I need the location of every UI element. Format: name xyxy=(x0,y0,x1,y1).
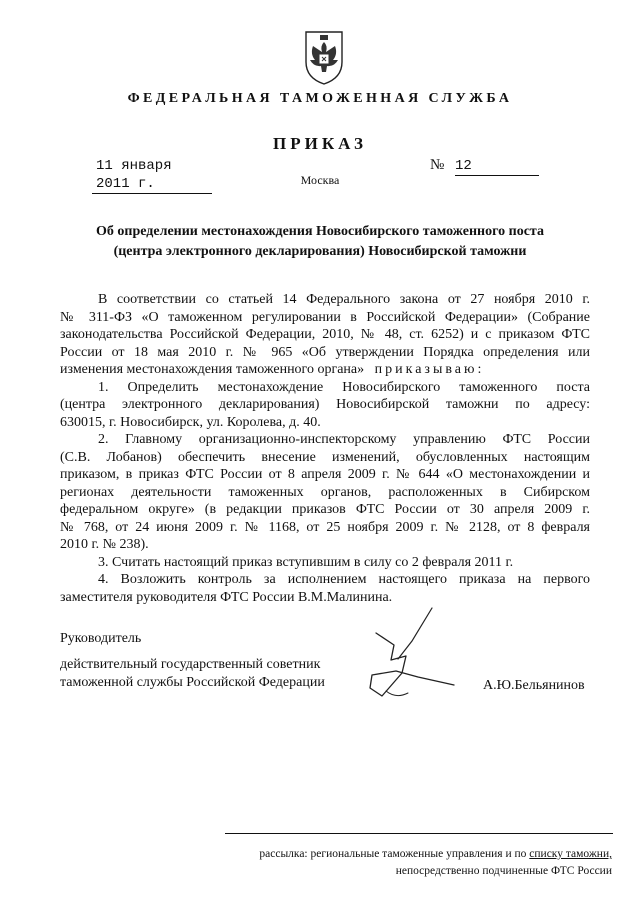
item-2-line: № 768, от 24 июня 2009 г. № 1168, от 25 ноября 2009 г. № 2128, от 8 февраля xyxy=(60,519,590,535)
body-line: В соответствии со статьей 14 Федерального закона от 27 ноября 2010 г. xyxy=(98,292,590,307)
item-1-line: (центра электронного декларирования) Новосибирской таможни по адресу: xyxy=(60,397,590,412)
item-2-line: 2. Главному организационно-инспекторскому управлению ФТС России xyxy=(98,432,590,447)
agency-name: ФЕДЕРАЛЬНАЯ ТАМОЖЕННАЯ СЛУЖБА xyxy=(127,91,513,106)
item-2-line: федеральном округе» (в редакции приказов ФТС России от 30 апреля 2009 г. xyxy=(60,502,590,517)
order-body xyxy=(60,291,590,606)
preamble-end: изменения местонахождения таможенного органа» xyxy=(60,362,365,377)
item-2-line: приказом, в приказ ФТС России от 8 апреля 2009 г. № 644 «О местонахождении и xyxy=(60,467,590,482)
order-word: приказываю: xyxy=(374,362,485,377)
footer-divider xyxy=(225,833,613,834)
body-line: России от 18 мая 2010 г. № 965 «Об утверждении Порядка определения или xyxy=(60,344,590,360)
item-2-line: регионах деятельности таможенных органов, расположенных в Сибирском xyxy=(60,484,590,500)
order-date: 11 января 2011 г. xyxy=(92,157,212,194)
signatory-title: Руководитель xyxy=(60,631,142,646)
item-1-line: 1. Определить местонахождение Новосибирского таможенного поста xyxy=(98,379,590,395)
order-number-label: № xyxy=(430,157,445,173)
item-2-line: 2010 г. № 238). xyxy=(60,537,149,552)
distribution-line: непосредственно подчиненные ФТС России xyxy=(395,865,612,877)
distribution-prefix: рассылка: региональные таможенные управления и по xyxy=(259,848,530,860)
document-type: ПРИКАЗ xyxy=(273,134,367,153)
distribution-list xyxy=(226,846,612,880)
body-line: № 311-ФЗ «О таможенном регулировании в Российской Федерации» (Собрание xyxy=(60,309,590,325)
order-city: Москва xyxy=(300,173,340,187)
order-subject xyxy=(0,222,640,262)
item-4-line: 4. Возложить контроль за исполнением настоящего приказа на первого xyxy=(98,572,590,587)
distribution-link: списку таможни, xyxy=(529,848,612,860)
item-1-line: 630015, г. Новосибирск, ул. Королева, д. 40. xyxy=(60,414,321,430)
signatory-block xyxy=(60,630,325,692)
distribution-line xyxy=(226,846,612,863)
state-emblem-icon xyxy=(300,26,348,86)
handwritten-signature xyxy=(336,603,486,723)
subject-line: (центра электронного декларирования) Новосибирской таможни xyxy=(113,244,527,259)
subject-line: Об определении местонахождения Новосибирского таможенного поста xyxy=(96,224,544,239)
signatory-name: А.Ю.Бельянинов xyxy=(483,678,585,693)
item-4-line: заместителя руководителя ФТС России В.М.Малинина. xyxy=(60,589,393,605)
body-line: законодательства Российской Федерации, 2010, № 48, ст. 6252) и с приказом ФТС xyxy=(60,327,590,342)
item-3-line: 3. Считать настоящий приказ вступившим в силу со 2 февраля 2011 г. xyxy=(98,554,514,570)
order-number: 12 xyxy=(455,157,539,176)
signatory-rank: таможенной службы Российской Федерации xyxy=(60,675,325,690)
item-2-line: (С.В. Лобанов) обеспечить внесение изменений, обусловленных настоящим xyxy=(60,449,590,465)
signatory-rank: действительный государственный советник xyxy=(60,657,321,672)
body-line xyxy=(60,361,590,379)
